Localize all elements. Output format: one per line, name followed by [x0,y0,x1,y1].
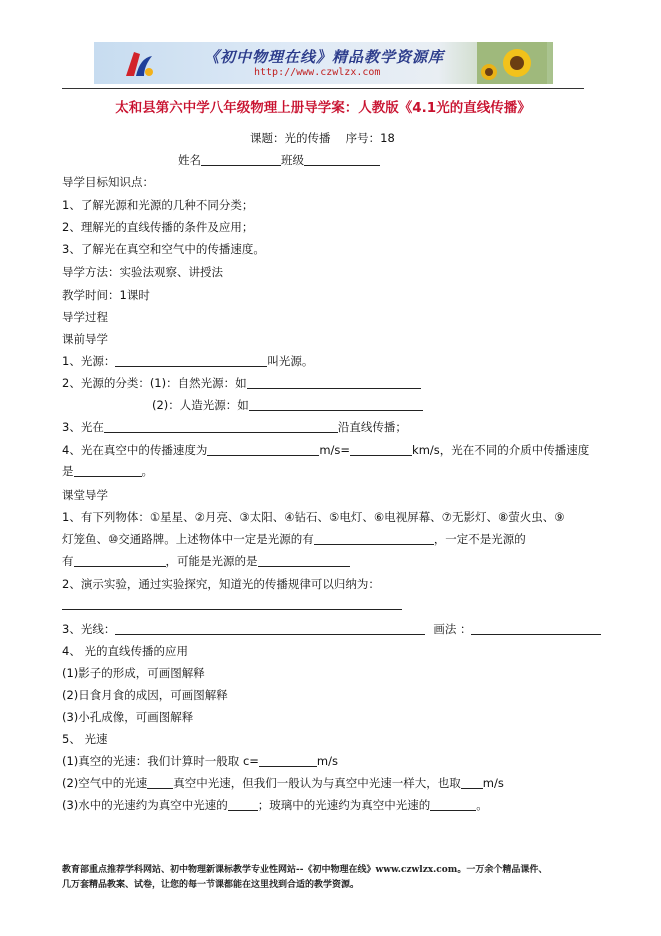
objective-item: 2、理解光的直线传播的条件及应用； [62,220,254,234]
class-q5-1 [62,753,338,769]
class-q3 [62,621,601,637]
subject-line: 课题：光的传播 序号：18 [250,131,395,145]
objective-item: 3、了解光在真空和空气中的传播速度。 [62,242,265,256]
class-q4: 4、 光的直线传播的应用 [62,644,188,658]
process-heading: 导学过程 [62,310,108,324]
pre-q2 [62,375,421,391]
air-compare-blank[interactable] [147,777,173,789]
banner-title: 《初中物理在线》精品教学资源库 [204,48,445,66]
sunflower-icon [477,42,547,84]
rule-answer-blank[interactable] [62,609,402,610]
speed-ms-blank[interactable] [207,444,319,456]
vacuum-speed-blank[interactable] [259,755,317,767]
pre-q1-suffix: 叫光源。 [267,354,314,368]
class-q1-line2-prefix: 灯笼鱼、⑩交通路牌。上述物体中一定是光源的有 [62,532,314,546]
pre-q2b-prefix: (2)：人造光源：如 [152,398,249,412]
site-logo-icon [122,48,156,80]
page-footer [62,863,592,893]
footer-line: 几万套精品教案、试卷，让您的每一节课都能在这里找到合适的教学资源。 [62,880,360,890]
class-q1-line3 [62,553,350,569]
application-item: (1)影子的形成，可画图解释 [62,666,205,680]
class-q5-1-unit: m/s [316,754,338,768]
class-q2: 2、演示实验，通过实验探究，知道光的传播规律可以归纳为： [62,577,380,591]
class-q5-2-mid: 真空中光速，但我们一般认为与真空中光速一样大，也取 [173,776,461,790]
water-speed-blank[interactable] [228,799,258,811]
air-speed-blank[interactable] [461,777,483,789]
natural-source-blank[interactable] [247,377,421,389]
maybe-source-blank[interactable] [258,555,350,567]
method-line: 导学方法：实验法观察、讲授法 [62,265,223,279]
pre-class-heading: 课前导学 [62,332,108,346]
glass-speed-blank[interactable] [430,799,476,811]
pre-q4-unit2: km/s，光在不同的介质中传播速度 [412,443,590,457]
class-q5-1-prefix: (1)真空的光速：我们计算时一般取 c= [62,754,259,768]
artificial-source-blank[interactable] [249,399,423,411]
pre-q4 [62,442,589,458]
class-q5-3-mid: ；玻璃中的光速约为真空中光速的 [257,798,431,812]
pre-q4-unit1: m/s= [319,443,351,457]
pre-q1-prefix: 1、光源： [62,354,116,368]
pre-q4-line2-suffix: 。 [141,464,153,478]
class-q1-line1: 1、有下列物体：①星星、②月亮、③太阳、④钻石、⑤电灯、⑥电视屏幕、⑦无影灯、⑧萤火虫、⑨ [62,510,565,524]
speed-kms-blank[interactable] [350,444,412,456]
class-blank[interactable] [304,154,380,166]
class-q5: 5、 光速 [62,732,108,746]
class-q1-line3-mid: ，可能是光源的是 [165,554,258,568]
objectives-heading: 导学目标知识点： [62,175,154,189]
header-banner [94,42,553,84]
classwork-heading: 课堂导学 [62,488,108,502]
not-source-blank[interactable] [74,555,166,567]
pre-q2-prefix: 2、光源的分类：(1)：自然光源：如 [62,376,247,390]
footer-line: 教育部重点推荐学科网站、初中物理新课标教学专业性网站--《初中物理在线》www.czwlzx.com。一万余个精品课件、 [62,865,548,875]
class-q5-2-unit: m/s [482,776,504,790]
application-item: (2)日食月食的成因，可画图解释 [62,688,228,702]
banner-url: http://www.czwlzx.com [254,67,381,78]
pre-q4-line2 [62,463,153,479]
time-line: 教学时间：1课时 [62,288,150,302]
objective-item: 1、了解光源和光源的几种不同分类； [62,198,254,212]
name-class-row [178,152,380,168]
pre-q2b [152,397,423,413]
class-q3-prefix: 3、光线： [62,622,116,636]
document-title: 太和县第六中学八年级物理上册导学案：人教版《4.1光的直线传播》 [115,100,531,116]
class-q5-2 [62,775,504,791]
class-q5-3 [62,797,488,813]
class-q5-3-prefix: (3)水中的光速约为真空中光速的 [62,798,228,812]
light-source-blank[interactable] [115,355,267,367]
class-q1-line2-suffix: ，一定不是光源的 [433,532,526,546]
propagation-condition-blank[interactable] [104,421,338,433]
class-q1-line3-prefix: 有 [62,554,74,568]
pre-q3 [62,419,407,435]
pre-q4-line2-prefix: 是 [62,464,74,478]
pre-q4-prefix: 4、光在真空中的传播速度为 [62,443,208,457]
light-ray-definition-blank[interactable] [115,623,425,635]
class-q1-line2 [62,531,526,547]
definite-source-blank[interactable] [314,533,434,545]
application-item: (3)小孔成像，可画图解释 [62,710,194,724]
name-label: 姓名 [178,153,201,167]
pre-q3-prefix: 3、光在 [62,420,104,434]
header-divider [62,88,584,89]
speed-difference-blank[interactable] [74,465,142,477]
name-blank[interactable] [201,154,281,166]
pre-q3-suffix: 沿直线传播； [337,420,407,434]
class-q5-3-suffix: 。 [476,798,488,812]
class-label: 班级 [281,153,304,167]
pre-q1 [62,353,313,369]
class-q5-2-prefix: (2)空气中的光速 [62,776,148,790]
drawing-method-blank[interactable] [471,623,601,635]
class-q3-mid: 画法 ： [433,622,472,636]
